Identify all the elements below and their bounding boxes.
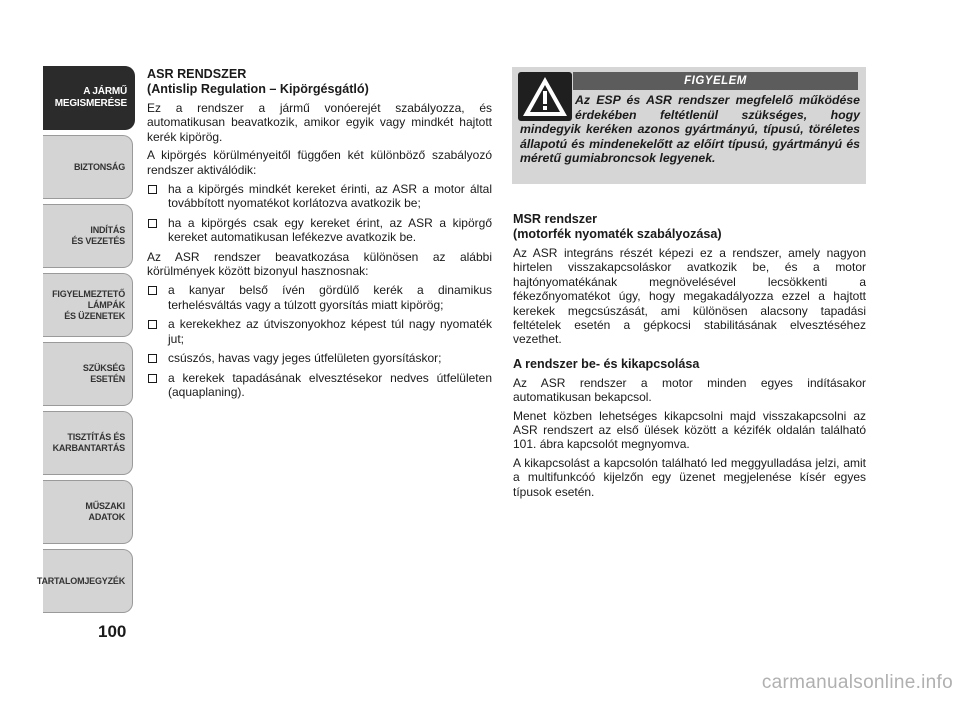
checkbox-bullet-icon (148, 354, 157, 363)
list-item-text: a kanyar belső ívén gördülő kerék a dinamikus terhelésváltás vagy a túlzott gyorsítás miatt kipörög; (168, 283, 492, 312)
msr-section (513, 212, 866, 499)
checkbox-bullet-icon (148, 286, 157, 295)
asr-section (147, 67, 492, 404)
section-subtitle: (Antislip Regulation – Kipörgésgátló) (147, 82, 369, 96)
warning-text (520, 93, 860, 166)
checkbox-bullet-icon (148, 320, 157, 329)
tab-tisztitas-es-karbantartas[interactable]: TISZTÍTÁS ÉS KARBANTARTÁS (43, 411, 133, 475)
activation-intro: A kipörgés körülményeitől függően két különböző szabályozó rendszer aktiválódik: (147, 148, 492, 177)
warning-label: FIGYELEM (573, 72, 858, 90)
tab-tartalomjegyzek[interactable]: TARTALOMJEGYZÉK (43, 549, 133, 613)
warning-box (512, 67, 866, 184)
list-item-text: csúszós, havas vagy jeges útfelületen gyorsításkor; (168, 351, 442, 366)
section-title: ASR RENDSZER (147, 67, 247, 81)
list-item (147, 283, 492, 312)
list-item-text: a kerekekhez az útviszonyokhoz képest túl nagy nyomaték jut; (168, 317, 492, 346)
msr-paragraph: Az ASR integráns részét képezi ez a rendszer, amely nagyon hirtelen visszakapcsoláskor avatkozik be, és a motor hajtónyomatékának megnövelésével lecsökkenti a fékezőnyomatékot úgy, hogy megakadályozza ezzel a hajtott kerekek megcsúszását, ami különösen alacsony tapadási feltételek esetén a gépkocsi stabilitásának elvesztéséhez vezethet. (513, 246, 866, 347)
list-item (147, 351, 492, 365)
tab-biztonsag[interactable]: BIZTONSÁG (43, 135, 133, 199)
switch-paragraph-1: Az ASR rendszer a motor minden egyes indításakor automatikusan bekapcsol. (513, 375, 866, 405)
tab-muszaki-adatok[interactable]: MŰSZAKI ADATOK (43, 480, 133, 544)
warning-text-content: Az ESP és ASR rendszer megfelelő működése érdekében feltétlenül szükséges, hogy mindegyik keréken azonos gyártmányú, típusú, töréletes állapotú és mindenekelőtt az előírt típusú, gyártmányú és méretű gumiabroncsok legyenek. (520, 93, 860, 166)
checkbox-bullet-icon (148, 374, 157, 383)
conditions-list (147, 283, 492, 399)
list-item (147, 371, 492, 400)
list-item-text: a kerekek tapadásának elvesztésekor nedves útfelületen (aquaplaning). (168, 370, 492, 399)
conditions-intro: Az ASR rendszer beavatkozása különösen az alábbi körülmények között bizonyul hasznosnak: (147, 249, 492, 279)
list-item (147, 317, 492, 346)
page-number: 100 (98, 622, 127, 641)
checkbox-bullet-icon (148, 185, 157, 194)
list-item (147, 182, 492, 211)
list-item (147, 216, 492, 245)
checkbox-bullet-icon (148, 219, 157, 228)
list-item-text: ha a kipörgés mindkét kereket érinti, az ASR a motor által továbbított nyomatékot korlátozva avatkozik be; (168, 182, 492, 211)
switch-paragraph-3: A kikapcsolást a kapcsolón található led meggyulladása jelzi, amit a multifunkcóó kijelzőn egy üzenet megjelenése kísér egyes típusok esetén. (513, 455, 866, 499)
tab-figyelmezteto-lampak[interactable]: FIGYELMEZTETŐ LÁMPÁK ÉS ÜZENETEK (43, 273, 133, 337)
intro-paragraph: Ez a rendszer a jármű vonóerejét szabályozza, és automatikusan beavatkozik, amikor egyik vagy mindkét hajtott kerék kipörög. (147, 101, 492, 144)
watermark: carmanualsonline.info (761, 672, 953, 693)
tab-szukseg-eseten[interactable]: SZÜKSÉG ESETÉN (43, 342, 133, 406)
switch-paragraph-2: Menet közben lehetséges kikapcsolni majd visszakapcsolni az ASR rendszert az első ülések között a kézifék oldalán található 101. ábra kapcsolót megnyomva. (513, 408, 866, 452)
tab-a-jarmu-megismerese[interactable]: A JÁRMŰ MEGISMERÉSE (43, 66, 135, 130)
msr-title: MSR rendszer (513, 212, 597, 226)
list-item-text: ha a kipörgés csak egy kereket érint, az ASR a kipörgő kereket automatikusan lefékezve avatkozik be. (168, 215, 492, 245)
activation-list (147, 182, 492, 245)
msr-subtitle: (motorfék nyomaték szabályozása) (513, 227, 722, 241)
switch-title: A rendszer be- és kikapcsolása (513, 356, 700, 371)
tab-inditas-es-vezetes[interactable]: INDÍTÁS ÉS VEZETÉS (43, 204, 133, 268)
